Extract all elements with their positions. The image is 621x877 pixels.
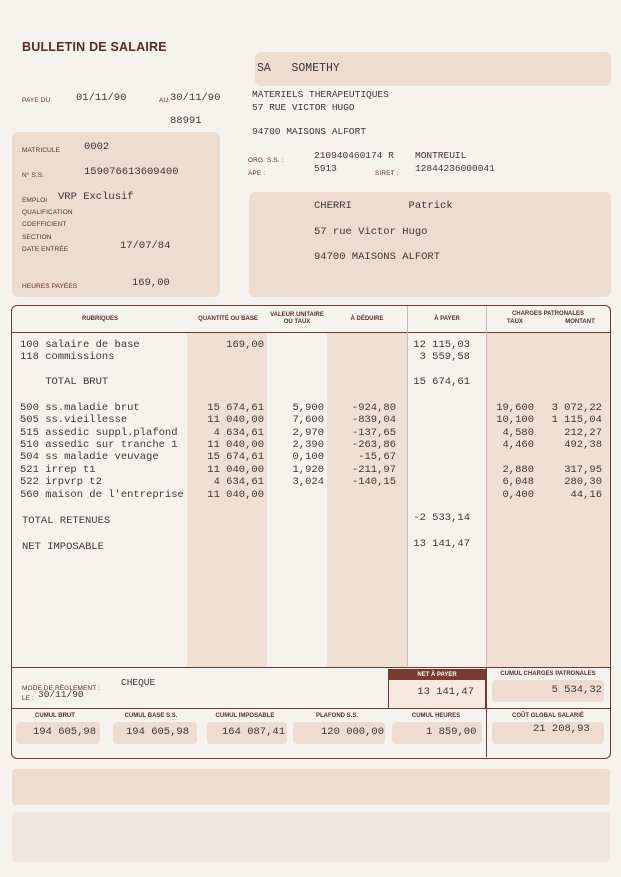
le-label: LE : (22, 695, 34, 702)
employee-addr1: 57 rue Victor Hugo (314, 226, 428, 238)
row-rubrique: 500 ss.maladie brut (20, 402, 140, 414)
row-rubrique: TOTAL BRUT (20, 376, 109, 388)
row-deduire: -211,97 (351, 464, 396, 476)
coefficient-label: COEFFICIENT (22, 221, 67, 228)
row-rubrique: 100 salaire de base (20, 339, 140, 351)
header-deduire: À DÉDUIRE (350, 316, 384, 322)
row-rubrique: 522 irpvrp t2 (20, 476, 102, 488)
emploi-label: EMPLOI (22, 197, 48, 204)
cumul-charges-label: CUMUL CHARGES PATRONALES (500, 671, 596, 677)
bottom-band (12, 769, 610, 805)
cumul-charges-value: 5 534,32 (551, 684, 602, 696)
row-quantite: 11 040,00 (207, 439, 264, 451)
col-deduire-shade (327, 333, 407, 667)
company-line1: MATERIELS THERAPEUTIQUES (252, 89, 389, 100)
row-rubrique: 560 maison de l'entreprise (20, 489, 184, 501)
nss-value: 159076613609400 (84, 166, 179, 178)
paye-du-label: PAYE DU (22, 97, 51, 104)
le-value: 30/11/90 (38, 689, 84, 700)
section-label: SECTION (22, 234, 52, 241)
row-valeur: 2,390 (292, 439, 324, 451)
row-valeur: 1,920 (292, 464, 324, 476)
company-line3: 94700 MAISONS ALFORT (252, 126, 367, 137)
paye-du-value: 01/11/90 (76, 92, 127, 104)
matricule-value: 0002 (84, 141, 110, 153)
org-city: MONTREUIL (415, 150, 467, 161)
row-taux: 0,400 (502, 489, 534, 501)
cumul-heures-label: CUMUL HEURES (411, 713, 461, 719)
row-quantite: 15 674,61 (207, 402, 264, 414)
org-ss-label: ORG. S.S. : (248, 157, 284, 164)
org-ss-value: 210940460174 R (314, 150, 394, 161)
row-quantite: 4 634,61 (213, 476, 264, 488)
cumul-base-value: 194 605,98 (126, 726, 190, 738)
footer-divider (12, 667, 610, 668)
total-retenues-value: -2 533,14 (413, 512, 470, 524)
row-taux: 4,460 (502, 439, 534, 451)
heures-value: 169,00 (132, 277, 170, 289)
row-quantite: 11 040,00 (207, 489, 264, 501)
col-divider-charges (486, 306, 487, 666)
row-taux: 2,880 (502, 464, 534, 476)
emploi-value: VRP Exclusif (58, 191, 134, 203)
cumul-brut-value: 194 605,98 (33, 726, 97, 738)
row-valeur: 5,900 (292, 402, 324, 414)
plafond-label: PLAFOND S.S. (315, 713, 358, 719)
ref-number: 88991 (170, 115, 202, 127)
row-quantite: 11 040,00 (207, 414, 264, 426)
heures-label: HEURES PAYÉES (22, 283, 78, 290)
row-quantite: 169,00 (226, 339, 264, 351)
row-deduire: -839,04 (351, 414, 396, 426)
siret-label: SIRET : (375, 170, 399, 177)
row-taux: 10,100 (496, 414, 534, 426)
row-deduire: -924,80 (351, 402, 396, 414)
row-montant: 280,30 (564, 476, 602, 488)
row-quantite: 11 040,00 (207, 464, 264, 476)
company-name: SA SOMETHY (257, 62, 340, 75)
cumul-imposable-value: 164 087,41 (222, 726, 286, 738)
row-deduire: -140,15 (351, 476, 396, 488)
row-rubrique: 118 commissions (20, 351, 115, 363)
matricule-label: MATRICULE (22, 147, 60, 154)
ape-label: APE : (248, 170, 266, 177)
header-montant: MONTANT (565, 319, 595, 325)
cumul-heures-value: 1 859,00 (426, 726, 477, 738)
cumul-brut-label: CUMUL BRUT (35, 713, 75, 719)
cumul-base-label: CUMUL BASE S.S. (124, 713, 178, 719)
row-montant: 1 115,04 (551, 414, 602, 426)
row-payer: 15 674,61 (413, 376, 470, 388)
qualification-label: QUALIFICATION (22, 209, 73, 216)
cout-global-value: 21 208,93 (533, 723, 590, 735)
header-taux: TAUX (507, 319, 523, 325)
row-rubrique: 521 irrep t1 (20, 464, 96, 476)
row-montant: 317,95 (564, 464, 602, 476)
header-rubriques: RUBRIQUES (81, 316, 118, 322)
net-a-payer-label: NET À PAYER (389, 670, 485, 680)
row-valeur: 0,100 (292, 451, 324, 463)
row-taux: 6,048 (502, 476, 534, 488)
footer-vdivider (486, 667, 487, 757)
row-deduire: -137,65 (351, 427, 396, 439)
plafond-value: 120 000,00 (321, 726, 385, 738)
au-value: 30/11/90 (170, 92, 221, 104)
row-valeur: 2,970 (292, 427, 324, 439)
row-quantite: 4 634,61 (213, 427, 264, 439)
nss-label: N° S.S. (22, 172, 45, 179)
document-title: BULLETIN DE SALAIRE (22, 40, 167, 54)
cumul-imposable-label: CUMUL IMPOSABLE (215, 713, 275, 719)
row-rubrique: 504 ss maladie veuvage (20, 451, 159, 463)
date-entree-label: DATE ENTRÉE (22, 246, 69, 253)
header-charges: CHARGES PATRONALES (511, 311, 585, 317)
mode-value: CHEQUE (121, 677, 156, 688)
header-valeur: VALEUR UNITAIRE OU TAUX (270, 312, 324, 325)
row-valeur: 3,024 (292, 476, 324, 488)
siret-value: 12844236000041 (415, 163, 495, 174)
row-rubrique: 505 ss.vieillesse (20, 414, 128, 426)
au-label: AU (159, 97, 169, 104)
net-a-payer-value: 13 141,47 (417, 686, 474, 698)
row-quantite: 15 674,61 (207, 451, 264, 463)
row-payer: 3 559,58 (419, 351, 470, 363)
row-rubrique: 510 assedic sur tranche 1 (20, 439, 178, 451)
cout-global-label: COÛT GLOBAL SALARIÉ (512, 713, 584, 719)
row-payer: 12 115,03 (413, 339, 470, 351)
row-taux: 4,580 (502, 427, 534, 439)
footer-divider-2 (12, 708, 610, 709)
header-payer: À PAYER (434, 316, 460, 322)
row-deduire: -263,86 (351, 439, 396, 451)
total-retenues-label: TOTAL RETENUES (22, 515, 111, 527)
employee-name: CHERRI Patrick (314, 200, 453, 212)
company-line2: 57 RUE VICTOR HUGO (252, 102, 355, 113)
bottom-band-2 (12, 812, 610, 862)
mode-label: MODE DE RÈGLEMENT : (22, 685, 100, 692)
row-montant: 212,27 (564, 427, 602, 439)
ape-value: 5913 (314, 163, 337, 174)
header-quantite: QUANTITÉ OU BASE (198, 316, 258, 322)
row-valeur: 7,600 (292, 414, 324, 426)
row-rubrique: 515 assedic suppl.plafond (20, 427, 178, 439)
employee-addr2: 94700 MAISONS ALFORT (314, 251, 441, 263)
net-imposable-value: 13 141,47 (413, 538, 470, 550)
row-montant: 44,16 (570, 489, 602, 501)
row-montant: 492,38 (564, 439, 602, 451)
row-montant: 3 072,22 (551, 402, 602, 414)
date-entree-value: 17/07/84 (120, 240, 171, 252)
row-taux: 19,600 (496, 402, 534, 414)
row-deduire: -15,67 (358, 451, 396, 463)
net-imposable-label: NET IMPOSABLE (22, 541, 104, 553)
